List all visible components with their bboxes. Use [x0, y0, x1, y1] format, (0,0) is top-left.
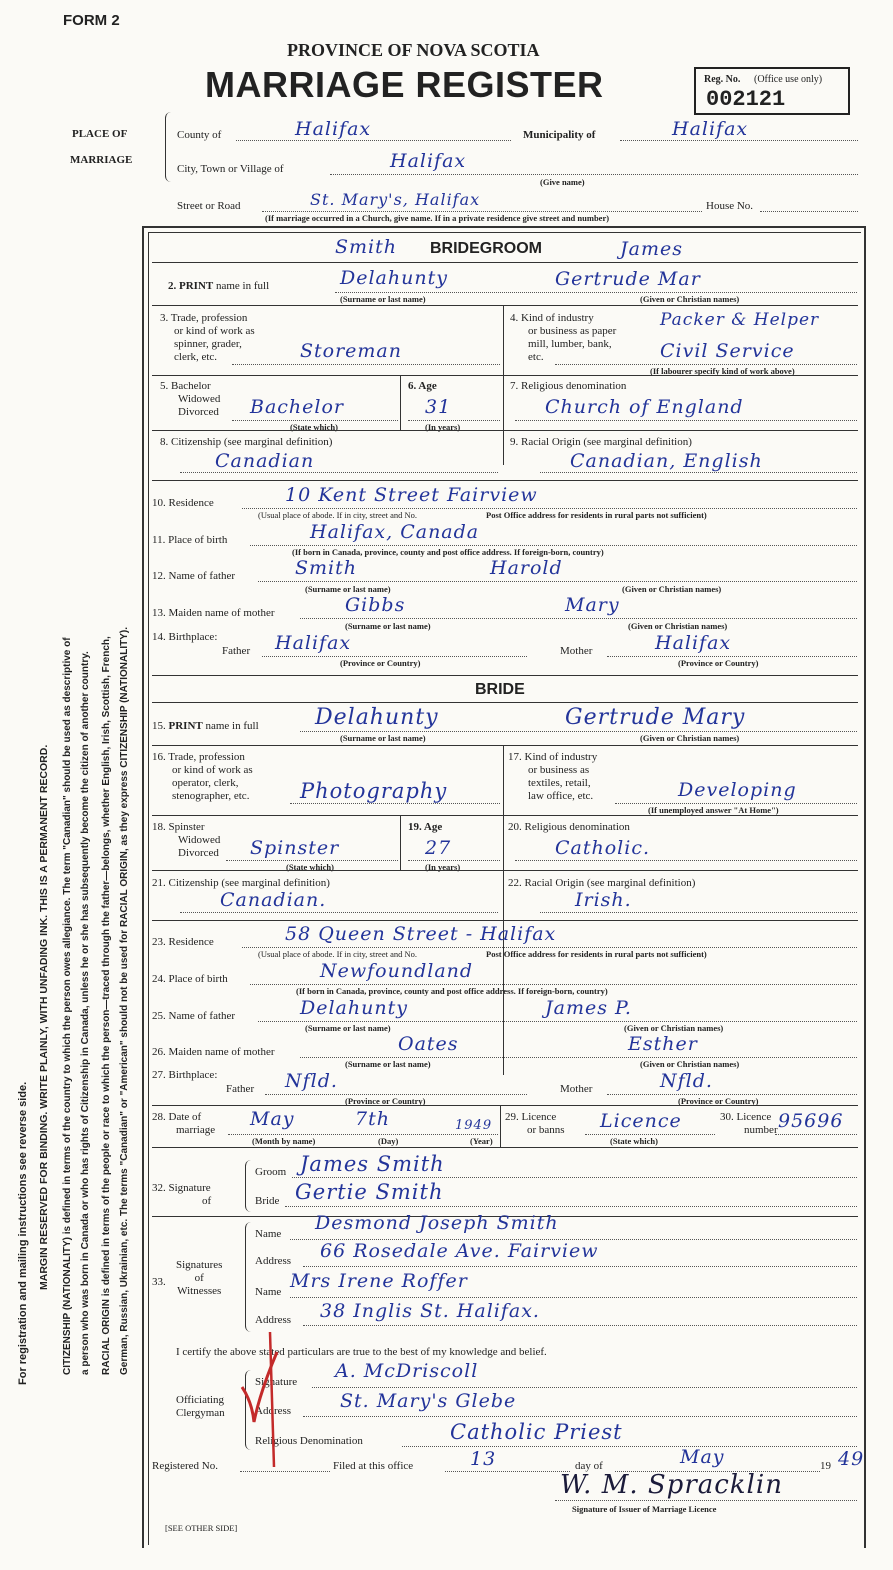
f27-father-note: (Province or Country) [345, 1096, 426, 1106]
f16-label: 16. Trade, profession or kind of work as operator, clerk, stenographer, etc. [152, 751, 253, 802]
w2-name-label: Name [255, 1286, 282, 1298]
f5-value: Bachelor [250, 396, 345, 418]
f19-value: 27 [425, 837, 452, 859]
f14-father-note: (Province or Country) [340, 658, 421, 668]
day-note: (Day) [378, 1136, 399, 1146]
f24-value: Newfoundland [320, 960, 474, 982]
f7-value: Church of England [545, 396, 744, 418]
groom-surname-heading: Smith [335, 236, 397, 258]
f30-value: 95696 [778, 1110, 844, 1132]
groom-sig-label: Groom [255, 1166, 287, 1178]
filed-year: 49 [838, 1448, 865, 1470]
f6-value: 31 [425, 396, 452, 418]
f15-print: PRINT [168, 720, 203, 732]
f19-years-note: (In years) [425, 862, 461, 872]
county-label: County of [177, 129, 222, 141]
f14-label: 14. Birthplace: [152, 631, 218, 643]
f12-label: 12. Name of father [152, 570, 236, 582]
groom-heading: BRIDEGROOM [430, 240, 542, 257]
f12-surname: Smith [295, 557, 357, 579]
f24-label: 24. Place of birth [152, 973, 228, 985]
f21-value: Canadian. [220, 889, 327, 911]
issuer-label: Signature of Issuer of Marriage Licence [572, 1504, 717, 1514]
f27-mother: Nfld. [660, 1070, 713, 1092]
groom-given-heading: James [620, 238, 683, 260]
clergy-address-label: Address [255, 1405, 292, 1417]
f26-surname: Oates [398, 1033, 459, 1055]
margin-line-5: RACIAL ORIGIN is defined in terms of the people or race to which the person—traced through the father—belongs, whether English, Irish, Scottish, French, [101, 636, 112, 1375]
place-label-1: PLACE OF [72, 128, 128, 140]
f14-mother-note: (Province or Country) [678, 658, 759, 668]
f9-value: Canadian, English [570, 450, 763, 472]
f2-surname: Delahunty [340, 267, 448, 289]
f14-mother-label: Mother [560, 645, 593, 657]
issuer-signature: W. M. Spracklin [560, 1470, 783, 1500]
city-label: City, Town or Village of [177, 163, 284, 175]
f14-mother: Halifax [655, 632, 732, 654]
margin-line-1: For registration and mailing instructions see reverse side. [17, 1081, 29, 1385]
f15-surname-note: (Surname or last name) [340, 733, 426, 743]
f11-note: (If born in Canada, province, county and post office address. If foreign-born, country) [292, 547, 604, 557]
f19-label: 19. Age [408, 821, 443, 833]
street-label: Street or Road [177, 200, 241, 212]
street-note: (If marriage occurred in a Church, give name. If in a private residence give street and number) [265, 213, 610, 223]
clergy-label: Officiating Clergyman [176, 1394, 225, 1419]
f24-note: (If born in Canada, province, county and post office address. If foreign-born, country) [296, 986, 608, 996]
w1-name: Desmond Joseph Smith [315, 1212, 559, 1234]
f23-label: 23. Residence [152, 936, 214, 948]
f27-mother-note: (Province or Country) [678, 1096, 759, 1106]
f5-state-note: (State which) [290, 422, 338, 432]
f29-label: 29. Licence or banns [505, 1111, 565, 1136]
f25-surname-note: (Surname or last name) [305, 1023, 391, 1033]
margin-line-2: MARGIN RESERVED FOR BINDING. WRITE PLAINLY, WITH UNFADING INK. THIS IS A PERMANENT RECORD. [38, 744, 50, 1290]
street-value: St. Mary's, Halifax [310, 190, 481, 209]
w1-name-label: Name [255, 1228, 282, 1240]
place-label-2: MARRIAGE [70, 154, 133, 166]
w2-address: 38 Inglis St. Halifax. [320, 1300, 540, 1322]
clergy-signature: A. McDriscoll [335, 1360, 479, 1382]
f20-label: 20. Religious denomination [508, 821, 630, 833]
w2-name: Mrs Irene Roffer [290, 1270, 468, 1292]
f13-given: Mary [565, 594, 620, 616]
f27-mother-label: Mother [560, 1083, 593, 1095]
f3-label: 3. Trade, profession or kind of work as spinner, grader, clerk, etc. [160, 312, 255, 363]
registered-label: Registered No. [152, 1460, 218, 1472]
f22-value: Irish. [575, 889, 632, 911]
surname-note: (Surname or last name) [340, 294, 426, 304]
f4-value-a: Packer & Helper [660, 310, 820, 330]
municipality-value: Halifax [672, 118, 749, 140]
f4-value-b: Civil Service [660, 340, 795, 362]
f13-surname-note: (Surname or last name) [345, 621, 431, 631]
f4-note: (If labourer specify kind of work above) [650, 366, 795, 376]
f2-print: PRINT [179, 280, 214, 292]
f25-label: 25. Name of father [152, 1010, 236, 1022]
w1-address-label: Address [255, 1255, 292, 1267]
reg-label: Reg. No. [704, 74, 741, 85]
f14-father: Halifax [275, 632, 352, 654]
f27-label: 27. Birthplace: [152, 1069, 218, 1081]
clergy-denomination: Catholic Priest [450, 1420, 623, 1444]
margin-line-3: CITIZENSHIP (NATIONALITY) is defined in terms of the country to which the person owes allegiance. The term "Canadian" should be used as descriptive of [62, 637, 73, 1375]
f20-value: Catholic. [555, 837, 651, 859]
f14-father-label: Father [222, 645, 251, 657]
f27-father-label: Father [226, 1083, 255, 1095]
f5-label: 5. Bachelor Widowed Divorced [160, 380, 221, 418]
f26-label: 26. Maiden name of mother [152, 1046, 275, 1058]
f10-value: 10 Kent Street Fairview [285, 484, 538, 506]
f17-label: 17. Kind of industry or business as textiles, retail, law office, etc. [508, 751, 598, 802]
bride-sig-label: Bride [255, 1195, 280, 1207]
certify-statement: I certify the above stated particulars are true to the best of my knowledge and belief. [176, 1346, 547, 1358]
f32-label: 32. Signature of [152, 1182, 212, 1207]
margin-line-4: a person who was born in Canada or who has rights of Citizenship in Canada, unless he or she has subsequently become the citizen of another country. [80, 651, 91, 1375]
page-title: MARRIAGE REGISTER [205, 64, 604, 105]
f30-label: 30. Licence number [720, 1111, 778, 1136]
w2-address-label: Address [255, 1314, 292, 1326]
f13-surname: Gibbs [345, 594, 406, 616]
red-checkmark-icon [232, 1322, 292, 1472]
f15-surname: Delahunty [315, 705, 439, 730]
house-label: House No. [706, 200, 754, 212]
filed-label: Filed at this office [333, 1460, 414, 1472]
form-number: FORM 2 [63, 12, 120, 29]
clergy-signature-label: Signature [255, 1376, 298, 1388]
f8-value: Canadian [215, 450, 315, 472]
f25-given-note: (Given or Christian names) [624, 1023, 724, 1033]
bride-heading: BRIDE [475, 681, 525, 698]
f23-note-b: Post Office address for residents in rural parts not sufficient) [486, 949, 707, 959]
municipality-label: Municipality of [523, 129, 596, 141]
f15-given-note: (Given or Christian names) [640, 733, 740, 743]
groom-signature: James Smith [300, 1152, 445, 1176]
f17-note: (If unemployed answer "At Home") [648, 805, 779, 815]
marriage-day: 7th [355, 1108, 390, 1130]
day-of-label: day of [575, 1460, 603, 1472]
f22-label: 22. Racial Origin (see marginal definition) [508, 877, 696, 889]
f13-label: 13. Maiden name of mother [152, 607, 275, 619]
f6-years-note: (In years) [425, 422, 461, 432]
w1-address: 66 Rosedale Ave. Fairview [320, 1240, 599, 1262]
f10-note-b: Post Office address for residents in rural parts not sufficient) [486, 510, 707, 520]
bride-signature: Gertie Smith [295, 1180, 444, 1204]
reg-office-note: (Office use only) [754, 74, 823, 85]
f10-label: 10. Residence [152, 497, 214, 509]
f12-given-note: (Given or Christian names) [622, 584, 722, 594]
f11-value: Halifax, Canada [310, 521, 480, 543]
f23-note-a: (Usual place of abode. If in city, street and No. [258, 949, 418, 959]
f2-label: name in full [215, 280, 270, 292]
f11-label: 11. Place of birth [152, 534, 228, 546]
county-value: Halifax [295, 118, 372, 140]
f33-label: Signatures of Witnesses [176, 1259, 223, 1297]
f12-given: Harold [490, 557, 563, 579]
f8-label: 8. Citizenship (see marginal definition) [160, 436, 333, 448]
denomination-label: Religious Denomination [255, 1435, 363, 1447]
f7-label: 7. Religious denomination [510, 380, 627, 392]
f2-num: 2. [168, 280, 177, 292]
filed-day: 13 [470, 1448, 497, 1470]
f25-surname: Delahunty [300, 997, 408, 1019]
f25-given: James P. [545, 997, 632, 1019]
see-other-side: [SEE OTHER SIDE] [165, 1523, 238, 1533]
f15-given: Gertrude Mary [565, 705, 746, 730]
given-note: (Given or Christian names) [640, 294, 740, 304]
marriage-month: May [250, 1108, 295, 1130]
f27-father: Nfld. [285, 1070, 338, 1092]
f12-surname-note: (Surname or last name) [305, 584, 391, 594]
f9-label: 9. Racial Origin (see marginal definition) [510, 436, 692, 448]
f33-num: 33. [152, 1276, 166, 1288]
f28-label: 28. Date of marriage [152, 1111, 216, 1136]
month-note: (Month by name) [252, 1136, 316, 1146]
f13-given-note: (Given or Christian names) [628, 621, 728, 631]
f10-note-a: (Usual place of abode. If in city, street and No. [258, 510, 418, 520]
f16-value: Photography [300, 779, 448, 803]
reg-number-box [694, 67, 850, 115]
city-value: Halifax [390, 150, 467, 172]
reg-number: 002121 [706, 87, 786, 112]
give-name-note: (Give name) [540, 177, 585, 187]
f26-given: Esther [628, 1033, 698, 1055]
filed-month: May [680, 1446, 725, 1468]
f23-value: 58 Queen Street - Halifax [285, 923, 557, 945]
f26-given-note: (Given or Christian names) [640, 1059, 740, 1069]
f15-label: name in full [205, 720, 259, 732]
f29-state-note: (State which) [610, 1136, 658, 1146]
f2-given: Gertrude Mar [555, 268, 701, 290]
place-brace [165, 112, 172, 182]
f18-value: Spinster [250, 837, 340, 859]
f17-value: Developing [678, 779, 797, 801]
f6-label: 6. Age [408, 380, 437, 392]
f4-label: 4. Kind of industry or business as paper mill, lumber, bank, etc. [510, 312, 617, 363]
f18-label: 18. Spinster Widowed Divorced [152, 821, 221, 859]
f21-label: 21. Citizenship (see marginal definition) [152, 877, 330, 889]
year-note: (Year) [470, 1136, 493, 1146]
clergy-address: St. Mary's Glebe [340, 1390, 517, 1412]
f29-value: Licence [600, 1110, 682, 1132]
f18-state-note: (State which) [286, 862, 334, 872]
margin-line-6: German, Russian, Ukrainian, etc. The terms "Canadian" or "American" should not be used for RACIAL ORIGIN, as they express CITIZENSHIP (NATIONALITY). [119, 626, 130, 1375]
f26-surname-note: (Surname or last name) [345, 1059, 431, 1069]
year-prefix: 19 [820, 1460, 831, 1472]
province-title: PROVINCE OF NOVA SCOTIA [287, 40, 540, 60]
f3-value: Storeman [300, 340, 402, 362]
marriage-year: 1949 [455, 1118, 493, 1133]
